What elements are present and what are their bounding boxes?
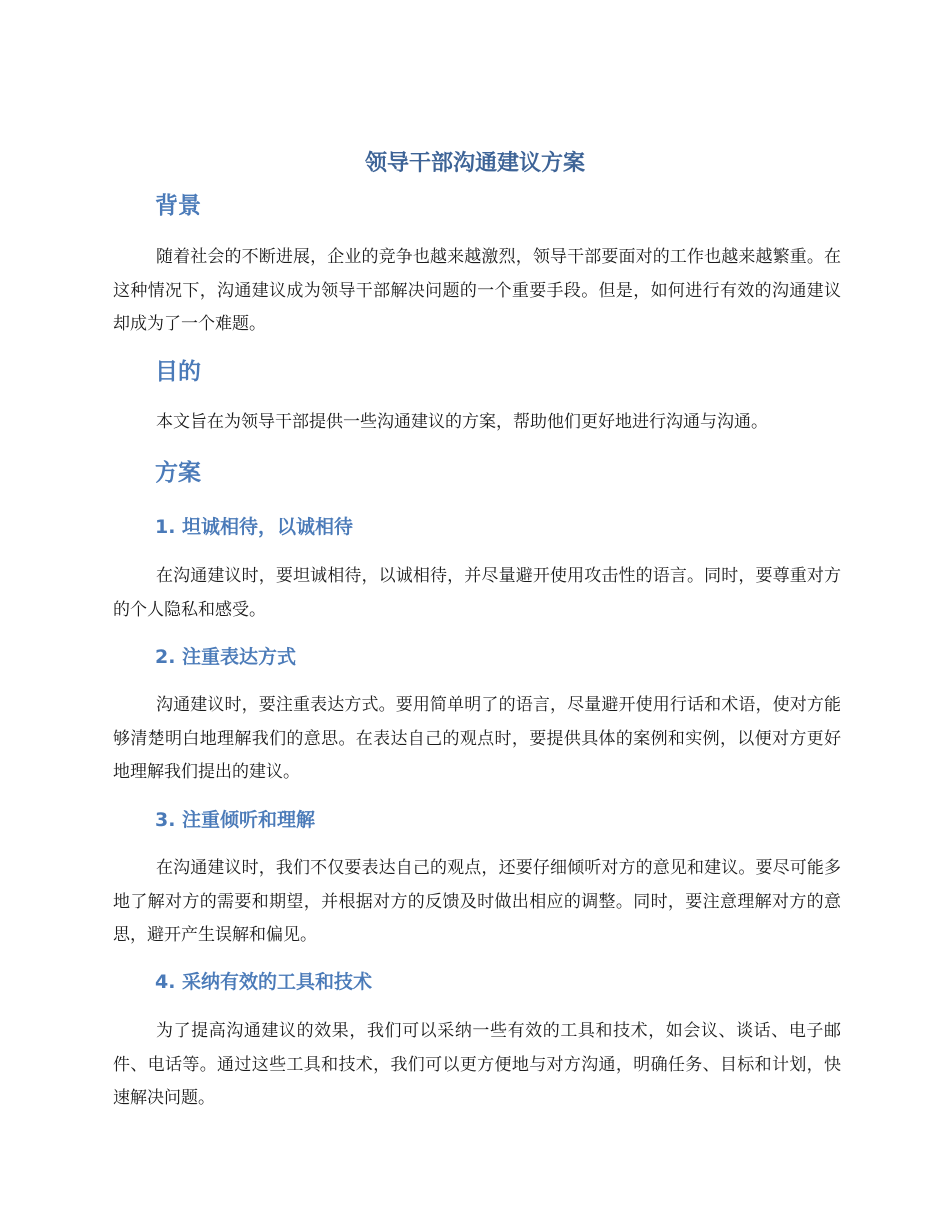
plan-item-2-paragraph: 沟通建议时，要注重表达方式。要用简单明了的语言，尽量避开使用行话和术语，使对方能够清楚明白地理解我们的意思。在表达自己的观点时，要提供具体的案例和实例，以便对方更好地理解我们提出的建议。	[113, 695, 841, 782]
plan-item-1-paragraph: 在沟通建议时，要坦诚相待，以诚相待，并尽量避开使用攻击性的语言。同时，要尊重对方的个人隐私和感受。	[113, 566, 841, 620]
section-heading-purpose: 目的	[155, 359, 201, 385]
background-paragraph: 随着社会的不断进展，企业的竞争也越来越激烈，领导干部要面对的工作也越来越繁重。在这种情况下，沟通建议成为领导干部解决问题的一个重要手段。但是，如何进行有效的沟通建议却成为了一个难题。	[113, 247, 841, 334]
plan-item-3-paragraph: 在沟通建议时，我们不仅要表达自己的观点，还要仔细倾听对方的意见和建议。要尽可能多地了解对方的需要和期望，并根据对方的反馈及时做出相应的调整。同时，要注意理解对方的意思，避开产生误解和偏见。	[113, 858, 841, 945]
document-title: 领导干部沟通建议方案	[364, 151, 585, 176]
plan-item-1-heading: 1. 坦诚相待，以诚相待	[155, 516, 354, 538]
section-heading-background: 背景	[155, 193, 201, 219]
plan-item-4-paragraph: 为了提高沟通建议的效果，我们可以采纳一些有效的工具和技术，如会议、谈话、电子邮件、电话等。通过这些工具和技术，我们可以更方便地与对方沟通，明确任务、目标和计划，快速解决问题。	[113, 1021, 841, 1108]
plan-item-4-heading: 4. 采纳有效的工具和技术	[155, 971, 373, 993]
plan-item-3-heading: 3. 注重倾听和理解	[155, 809, 316, 831]
purpose-paragraph: 本文旨在为领导干部提供一些沟通建议的方案，帮助他们更好地进行沟通与沟通。	[156, 412, 768, 432]
plan-item-2-heading: 2. 注重表达方式	[155, 646, 297, 668]
section-heading-plan: 方案	[155, 460, 201, 486]
